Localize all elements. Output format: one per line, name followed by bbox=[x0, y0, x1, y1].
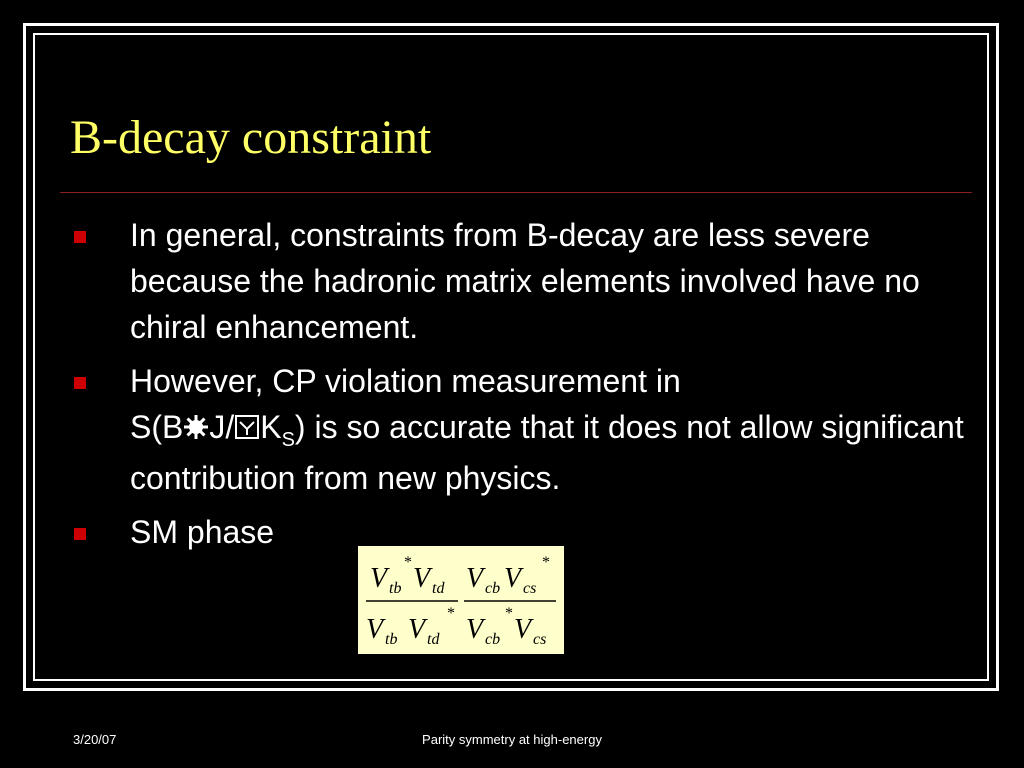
slide-title: B-decay constraint bbox=[70, 111, 432, 164]
bullet-marker bbox=[74, 528, 86, 540]
formula-var: V bbox=[366, 614, 384, 645]
formula-var: V bbox=[370, 563, 388, 594]
formula-var: V bbox=[413, 563, 431, 594]
bullet-text: SM phase bbox=[130, 514, 275, 550]
title-divider bbox=[60, 192, 972, 193]
bullet-text-line1: However, CP violation measurement in bbox=[130, 363, 681, 399]
formula-sub: cb bbox=[485, 631, 501, 648]
formula-var: V bbox=[466, 614, 484, 645]
bullet-marker bbox=[74, 231, 86, 243]
psi-symbol-icon bbox=[234, 406, 260, 432]
bullet-item bbox=[72, 212, 972, 350]
formula-var: V bbox=[514, 614, 532, 645]
bullet-text: In general, constraints from B-decay are less severe because the hadronic matrix elements involved have no chiral enhancement. bbox=[130, 217, 920, 345]
bullet-text-part: K bbox=[260, 409, 282, 445]
bullet-item bbox=[72, 358, 972, 501]
bullet-marker bbox=[74, 377, 86, 389]
arrow-symbol-icon bbox=[183, 406, 209, 432]
formula-sup: * bbox=[404, 554, 412, 571]
formula-var: V bbox=[466, 563, 484, 594]
footer-title: Parity symmetry at high-energy bbox=[422, 732, 602, 747]
bullet-text-part: ) is so accurate that it does not allow significant contribution from new physics. bbox=[130, 409, 964, 496]
formula-var: V bbox=[408, 614, 426, 645]
formula-sub: cs bbox=[533, 631, 547, 648]
formula-sub: tb bbox=[389, 580, 402, 597]
bullet-text-part: J/ bbox=[209, 409, 235, 445]
formula-sub: cs bbox=[523, 580, 537, 597]
bullet-list bbox=[72, 212, 972, 563]
formula-sup: * bbox=[505, 605, 513, 622]
formula-sub: td bbox=[432, 580, 445, 597]
formula-sup: * bbox=[447, 605, 455, 622]
subscript-s: S bbox=[281, 429, 295, 451]
footer-date: 3/20/07 bbox=[73, 732, 117, 747]
formula-sub: cb bbox=[485, 580, 501, 597]
formula-sub: td bbox=[427, 631, 440, 648]
formula-var: V bbox=[504, 563, 522, 594]
formula-sup: * bbox=[542, 554, 550, 571]
ckm-phase-formula bbox=[358, 546, 564, 654]
bullet-text-part: S(B bbox=[130, 409, 184, 445]
formula-sub: tb bbox=[385, 631, 398, 648]
